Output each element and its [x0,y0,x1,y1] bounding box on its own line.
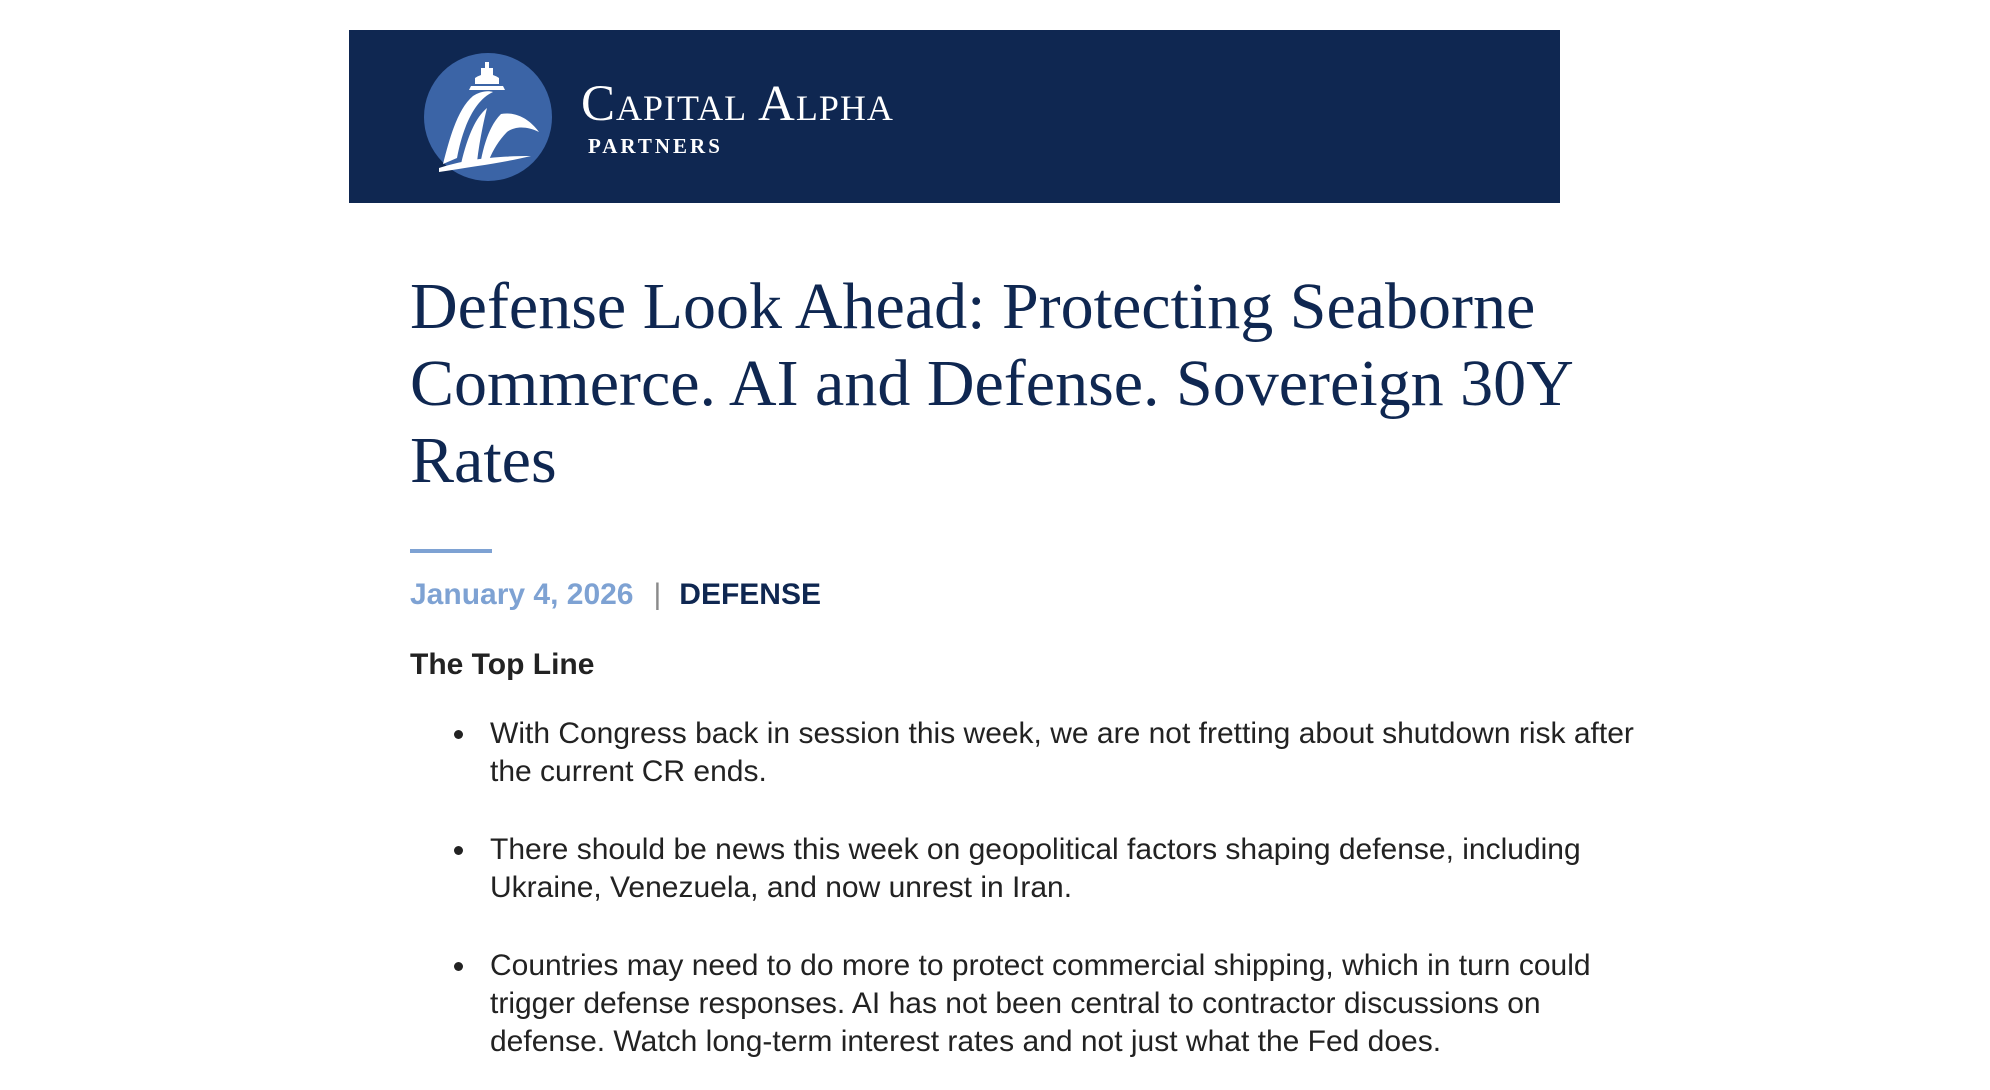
article [410,268,1640,1090]
bullet-icon [454,962,463,971]
list-item [410,715,1640,791]
bullet-list [410,715,1640,1061]
bullet-text: There should be news this week on geopolitical factors shaping defense, including Ukraine, Venezuela, and now unrest in Iran. [490,833,1581,904]
bullet-text: With Congress back in session this week, we are not fretting about shutdown risk after the current CR ends. [490,717,1634,788]
article-category: DEFENSE [679,578,821,611]
bullet-icon [454,846,463,855]
brand [581,76,894,158]
meta-separator: | [653,578,662,611]
header-banner [349,30,1560,203]
section-heading: The Top Line [410,648,595,681]
bullet-text: Countries may need to do more to protect commercial shipping, which in turn could trigger defense responses. AI has not been central to contractor discussions on defense. Watch long-term interest rates and not just what the Fed does. [490,949,1591,1058]
bullet-icon [454,730,463,739]
article-date: January 4, 2026 [410,578,634,611]
list-item [410,831,1640,907]
brand-subtitle: PARTNERS [588,134,723,158]
title-divider [410,549,492,553]
article-title: Defense Look Ahead: Protecting Seaborne Commerce. AI and Defense. Sovereign 30Y Rates [410,270,1572,497]
capitol-dome-icon [423,52,553,182]
article-meta [410,575,1640,615]
brand-name: Capital Alpha [581,76,894,132]
list-item [410,947,1640,1061]
